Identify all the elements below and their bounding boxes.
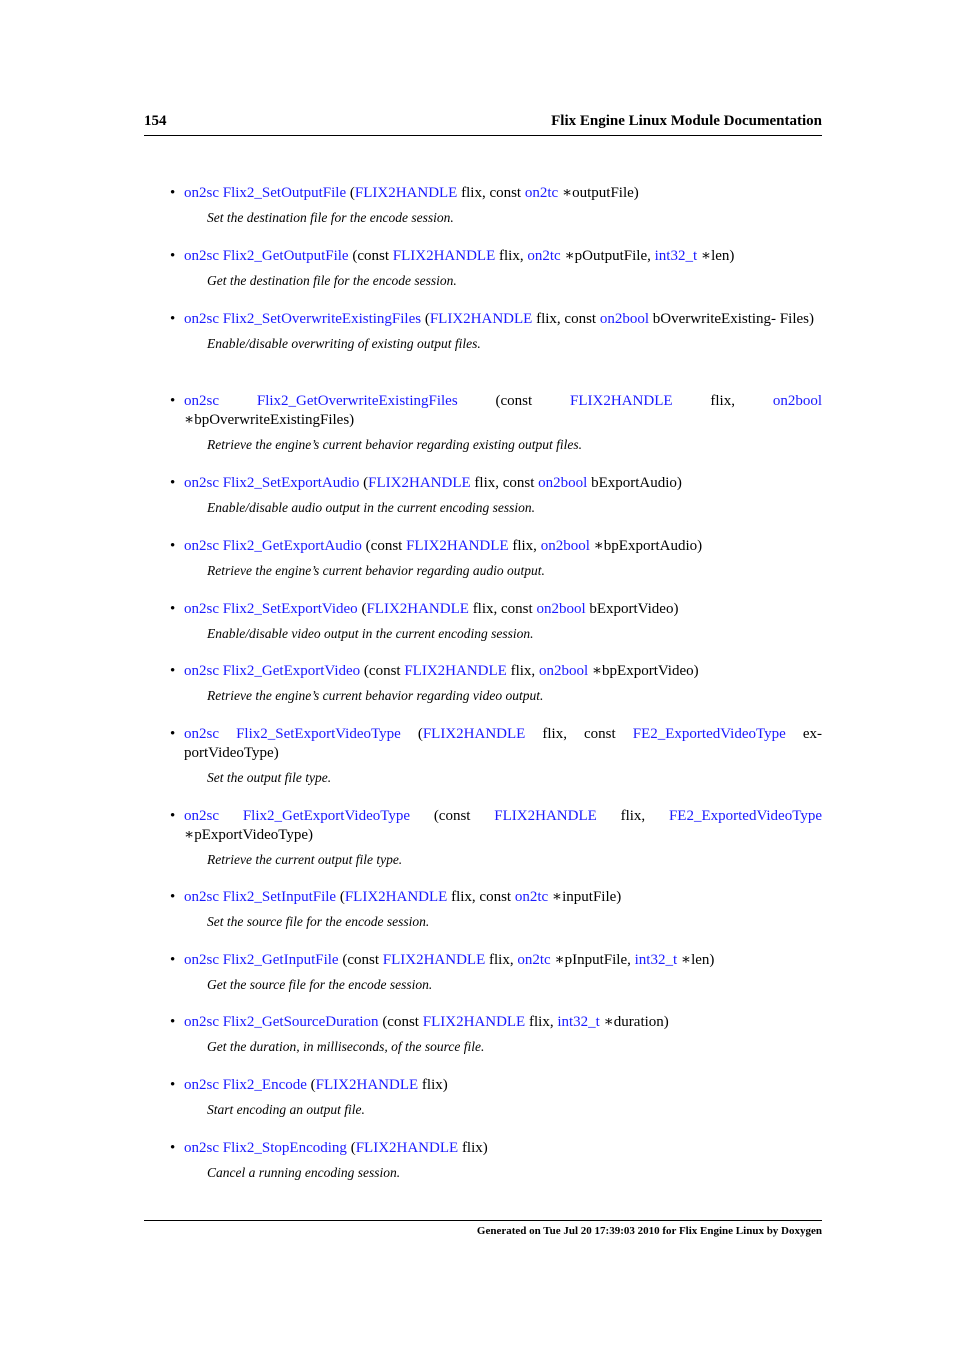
symbol-link[interactable]: on2bool <box>538 475 588 491</box>
signature-text: flix, <box>485 952 518 968</box>
function-description: Retrieve the current output file type. <box>207 852 403 867</box>
bullet-icon: • <box>170 1077 176 1093</box>
list-item <box>166 184 822 226</box>
signature-text: ∗pExportVideoType) <box>184 827 314 843</box>
symbol-link[interactable]: on2sc <box>184 1014 219 1030</box>
symbol-link[interactable]: on2tc <box>517 952 551 968</box>
list-item <box>166 725 822 786</box>
function-signature <box>184 1139 822 1158</box>
bullet-icon: • <box>170 952 176 968</box>
function-description: Set the output file type. <box>207 770 332 785</box>
function-signature <box>184 600 822 619</box>
symbol-link[interactable]: FLIX2HANDLE <box>366 601 469 617</box>
signature-text: flix, <box>508 538 541 554</box>
signature-text: ∗outputFile) <box>558 185 639 201</box>
signature-text: ∗bpExportAudio) <box>589 538 703 554</box>
list-item <box>166 888 822 930</box>
function-signature <box>184 951 822 970</box>
list-item <box>166 1013 822 1055</box>
bullet-icon: • <box>170 601 176 617</box>
function-description: Cancel a running encoding session. <box>207 1165 401 1180</box>
signature-text <box>219 726 236 742</box>
list-item <box>166 600 822 642</box>
generated-note: Generated on Tue Jul 20 17:39:03 2010 for Flix Engine Linux by Doxygen <box>476 1225 822 1237</box>
function-description: Enable/disable overwriting of existing output files. <box>207 336 481 351</box>
bullet-icon: • <box>170 726 176 742</box>
symbol-link[interactable]: on2sc <box>184 393 219 409</box>
signature-text: ∗duration) <box>599 1014 669 1030</box>
symbol-link[interactable]: Flix2_SetExportVideoType <box>236 726 401 742</box>
symbol-link[interactable]: FLIX2HANDLE <box>494 808 597 824</box>
symbol-link[interactable]: Flix2_GetOverwriteExistingFiles <box>256 393 458 409</box>
bullet-icon: • <box>170 248 176 264</box>
signature-text: ( <box>421 311 430 327</box>
symbol-link[interactable]: Flix2_GetOutputFile <box>222 248 349 264</box>
symbol-link[interactable]: Flix2_SetInputFile <box>222 889 337 905</box>
function-signature <box>184 1076 822 1095</box>
symbol-link[interactable]: on2sc <box>184 475 219 491</box>
signature-text: flix, const <box>525 726 633 742</box>
function-description: Retrieve the engine’s current behavior regarding video output. <box>207 688 544 703</box>
function-description: Enable/disable video output in the current encoding session. <box>207 626 534 641</box>
function-signature <box>184 474 822 493</box>
signature-text: ∗inputFile) <box>548 889 622 905</box>
symbol-link[interactable]: Flix2_Encode <box>222 1077 307 1093</box>
symbol-link[interactable]: on2bool <box>599 311 649 327</box>
function-signature <box>184 1013 822 1032</box>
list-item <box>166 1139 822 1181</box>
signature-text: (const <box>457 393 571 409</box>
function-signature <box>184 888 822 907</box>
symbol-link[interactable]: on2sc <box>184 311 219 327</box>
signature-text: ∗pInputFile, <box>550 952 635 968</box>
symbol-link[interactable]: Flix2_GetExportVideo <box>222 663 361 679</box>
symbol-link[interactable]: on2bool <box>540 538 590 554</box>
list-item <box>166 247 822 289</box>
symbol-link[interactable]: on2bool <box>538 663 589 679</box>
function-description: Get the destination file for the encode session. <box>207 273 457 288</box>
list-item <box>166 951 822 993</box>
symbol-link[interactable]: FLIX2HANDLE <box>315 1077 419 1093</box>
function-description: Enable/disable audio output in the current encoding session. <box>207 500 535 515</box>
symbol-link[interactable]: on2sc <box>184 538 219 554</box>
bullet-icon: • <box>170 889 176 905</box>
signature-text: ∗len) <box>677 952 715 968</box>
symbol-link[interactable]: on2sc <box>184 1140 219 1156</box>
bullet-icon: • <box>170 538 176 554</box>
symbol-link[interactable]: on2bool <box>536 601 586 617</box>
signature-text: flix, <box>495 248 528 264</box>
list-item <box>166 807 822 868</box>
symbol-link[interactable]: FLIX2HANDLE <box>344 889 448 905</box>
signature-text <box>219 808 243 824</box>
function-signature <box>184 310 822 329</box>
symbol-link[interactable]: on2sc <box>184 889 219 905</box>
function-signature <box>184 392 822 430</box>
symbol-link[interactable]: Flix2_SetOverwriteExistingFiles <box>222 311 422 327</box>
signature-text: (const <box>360 663 405 679</box>
signature-text: ex- portVideoType) <box>184 726 823 761</box>
function-signature <box>184 537 822 556</box>
symbol-link[interactable]: FLIX2HANDLE <box>382 952 486 968</box>
function-signature <box>184 662 822 681</box>
symbol-link[interactable]: int32_t <box>557 1014 600 1030</box>
symbol-link[interactable]: Flix2_GetInputFile <box>222 952 339 968</box>
page-header <box>144 113 822 136</box>
symbol-link[interactable]: on2sc <box>184 601 219 617</box>
signature-text: (const <box>378 1014 423 1030</box>
function-description: Get the source file for the encode session. <box>207 977 433 992</box>
list-item <box>166 474 822 516</box>
function-description: Retrieve the engine’s current behavior regarding audio output. <box>207 563 545 578</box>
function-description: Set the source file for the encode session. <box>207 914 430 929</box>
page-number: 154 <box>144 113 167 129</box>
function-signature <box>184 807 822 845</box>
signature-text: bExportVideo) <box>585 601 679 617</box>
list-item <box>166 662 822 704</box>
function-description: Set the destination file for the encode session. <box>207 210 454 225</box>
symbol-link[interactable]: int32_t <box>654 248 698 264</box>
symbol-link[interactable]: on2tc <box>514 889 549 905</box>
signature-text: flix, <box>525 1014 558 1030</box>
signature-text: ( <box>346 185 355 201</box>
signature-text: ∗bpExportVideo) <box>588 663 699 679</box>
bullet-icon: • <box>170 1014 176 1030</box>
signature-text <box>219 393 257 409</box>
function-signature <box>184 725 822 763</box>
signature-text: (const <box>348 248 393 264</box>
signature-text: flix, <box>506 663 539 679</box>
signature-text: flix) <box>418 1077 448 1093</box>
bullet-icon: • <box>170 1140 176 1156</box>
symbol-link[interactable]: on2sc <box>184 808 219 824</box>
symbol-link[interactable]: on2tc <box>524 185 559 201</box>
symbol-link[interactable]: on2sc <box>184 185 219 201</box>
function-signature <box>184 247 822 266</box>
symbol-link[interactable]: FE2_ExportedVideoType <box>668 808 822 824</box>
signature-text: flix, const <box>457 185 525 201</box>
list-item <box>166 310 822 352</box>
symbol-link[interactable]: on2sc <box>184 726 219 742</box>
bullet-icon: • <box>170 663 176 679</box>
signature-text: bOverwriteExisting- Files) <box>649 311 814 327</box>
symbol-link[interactable]: FLIX2HANDLE <box>406 538 509 554</box>
signature-text: flix, const <box>470 475 539 491</box>
symbol-link[interactable]: on2sc <box>184 1077 219 1093</box>
signature-text: ( <box>359 475 369 491</box>
function-signature <box>184 184 822 203</box>
signature-text: flix, const <box>447 889 515 905</box>
signature-text: ∗bpOverwriteExistingFiles) <box>184 412 355 428</box>
signature-text: ( <box>306 1077 316 1093</box>
bullet-icon: • <box>170 808 176 824</box>
symbol-link[interactable]: Flix2_SetExportVideo <box>222 601 358 617</box>
symbol-link[interactable]: FLIX2HANDLE <box>354 185 458 201</box>
document-title: Flix Engine Linux Module Documentation <box>551 113 822 129</box>
symbol-link[interactable]: on2tc <box>527 248 561 264</box>
symbol-link[interactable]: FE2_ExportedVideoType <box>632 726 786 742</box>
symbol-link[interactable]: on2sc <box>184 248 219 264</box>
symbol-link[interactable]: FLIX2HANDLE <box>355 1140 459 1156</box>
list-item <box>166 392 822 453</box>
signature-text: ( <box>336 889 345 905</box>
symbol-link[interactable]: on2sc <box>184 663 219 679</box>
list-item <box>166 537 822 579</box>
signature-text: (const <box>410 808 495 824</box>
signature-text: ∗len) <box>697 248 735 264</box>
symbol-link[interactable]: FLIX2HANDLE <box>368 475 471 491</box>
page-footer <box>144 1220 822 1237</box>
signature-text: (const <box>361 538 407 554</box>
function-description: Get the duration, in milliseconds, of the source file. <box>207 1039 485 1054</box>
signature-text: ( <box>400 726 423 742</box>
symbol-link[interactable]: FLIX2HANDLE <box>392 248 496 264</box>
function-description: Retrieve the engine’s current behavior regarding existing output files. <box>207 437 583 452</box>
signature-text: flix, const <box>532 311 600 327</box>
signature-text: flix, <box>596 808 669 824</box>
symbol-link[interactable]: int32_t <box>634 952 678 968</box>
symbol-link[interactable]: FLIX2HANDLE <box>422 726 526 742</box>
symbol-link[interactable]: on2bool <box>772 393 822 409</box>
symbol-link[interactable]: FLIX2HANDLE <box>570 393 673 409</box>
symbol-link[interactable]: Flix2_SetExportAudio <box>222 475 360 491</box>
symbol-link[interactable]: Flix2_SetOutputFile <box>222 185 347 201</box>
bullet-icon: • <box>170 311 176 327</box>
signature-text: ( <box>357 601 367 617</box>
symbol-link[interactable]: FLIX2HANDLE <box>422 1014 526 1030</box>
symbol-link[interactable]: Flix2_GetSourceDuration <box>222 1014 379 1030</box>
symbol-link[interactable]: Flix2_StopEncoding <box>222 1140 347 1156</box>
symbol-link[interactable]: Flix2_GetExportAudio <box>222 538 362 554</box>
signature-text: flix, <box>672 393 773 409</box>
symbol-link[interactable]: FLIX2HANDLE <box>404 663 507 679</box>
signature-text: flix, const <box>468 601 537 617</box>
symbol-link[interactable]: FLIX2HANDLE <box>429 311 533 327</box>
bullet-icon: • <box>170 475 176 491</box>
bullet-icon: • <box>170 393 176 409</box>
signature-text: (const <box>338 952 383 968</box>
symbol-link[interactable]: on2sc <box>184 952 219 968</box>
symbol-link[interactable]: Flix2_GetExportVideoType <box>242 808 411 824</box>
signature-text: ∗pOutputFile, <box>560 248 655 264</box>
signature-text: flix) <box>458 1140 488 1156</box>
list-item <box>166 1076 822 1118</box>
bullet-icon: • <box>170 185 176 201</box>
function-description: Start encoding an output file. <box>207 1102 365 1117</box>
signature-text: ( <box>346 1140 356 1156</box>
signature-text: bExportAudio) <box>587 475 682 491</box>
